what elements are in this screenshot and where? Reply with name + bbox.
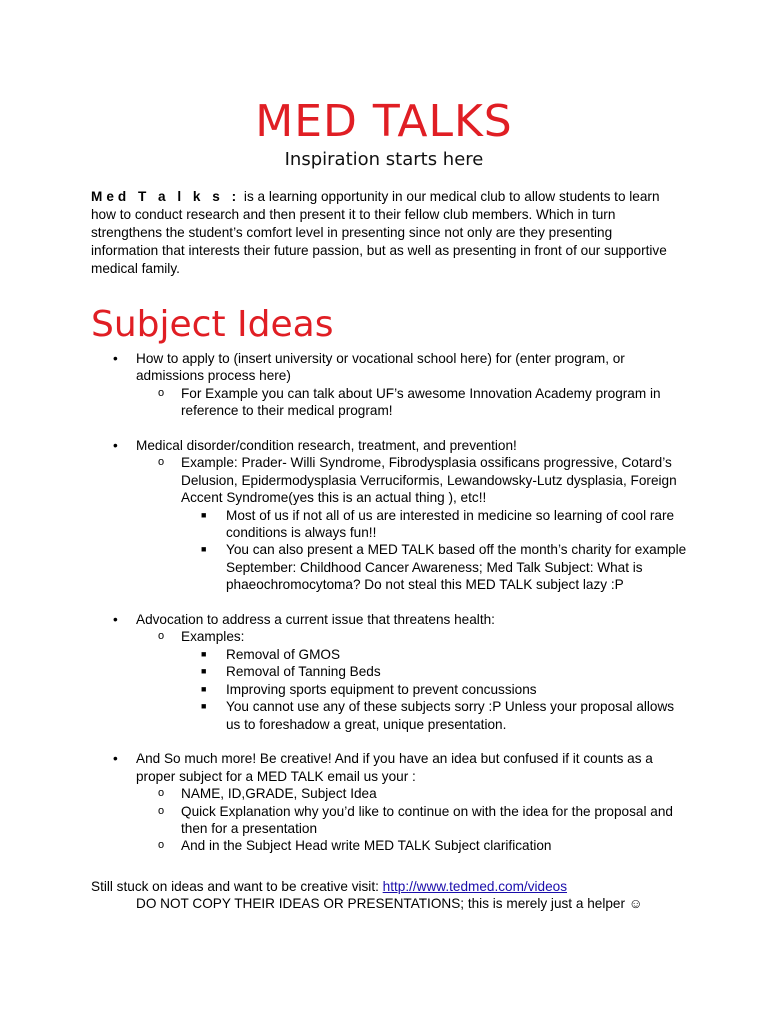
list-item bbox=[91, 611, 691, 733]
sub-sub-list-item-text: Removal of GMOS bbox=[226, 646, 341, 662]
list-item bbox=[91, 750, 691, 854]
list-item bbox=[91, 437, 691, 594]
sub-sub-list-item-text: You can also present a MED TALK based off the month’s charity for example September: Childhood Cancer Awareness; Med Talk Subject: What is phaeochromocytoma? Do not steal this MED TALK subject lazy :P bbox=[226, 542, 687, 593]
intro-paragraph bbox=[91, 188, 681, 278]
bullet-square-icon: ■ bbox=[201, 683, 207, 694]
bullet-circle-icon: o bbox=[158, 787, 165, 800]
sub-sub-list-item bbox=[181, 663, 691, 680]
sub-list-item bbox=[136, 628, 691, 732]
section-title: Subject Ideas bbox=[91, 304, 334, 345]
subject-ideas-list bbox=[91, 350, 691, 855]
sub-list-item bbox=[136, 454, 691, 593]
list-item-text: How to apply to (insert university or vocational school here) for (enter program, or admissions process here) bbox=[136, 351, 625, 384]
footer-line bbox=[91, 878, 691, 895]
bullet-circle-icon: o bbox=[158, 456, 165, 469]
bullet-disc-icon: • bbox=[113, 751, 118, 767]
document-title: MED TALKS bbox=[255, 96, 513, 147]
intro-label: Med T a l k s : bbox=[91, 189, 241, 204]
bullet-square-icon: ■ bbox=[201, 544, 207, 555]
footer bbox=[91, 878, 691, 913]
sub-sub-list-item-text: Improving sports equipment to prevent concussions bbox=[226, 681, 537, 697]
list-item bbox=[91, 350, 691, 420]
sub-sub-list-item bbox=[181, 681, 691, 698]
sub-list-item-text: For Example you can talk about UF’s awesome Innovation Academy program in reference to their medical program! bbox=[181, 385, 661, 419]
bullet-disc-icon: • bbox=[113, 351, 118, 366]
footer-note: DO NOT COPY THEIR IDEAS OR PRESENTATIONS; this is merely just a helper ☺ bbox=[136, 896, 643, 912]
sub-sub-list-item-text: You cannot use any of these subjects sorry :P Unless your proposal allows us to foreshadow a great, unique presentation. bbox=[226, 699, 675, 732]
bullet-circle-icon: o bbox=[158, 630, 165, 643]
bullet-circle-icon: o bbox=[158, 804, 165, 817]
sub-sub-list-item bbox=[181, 541, 691, 593]
sub-list-item bbox=[136, 385, 691, 420]
bullet-disc-icon: • bbox=[113, 612, 118, 628]
bullet-square-icon: ■ bbox=[201, 701, 207, 712]
sub-sub-list-item-text: Most of us if not all of us are interested in medicine so learning of cool rare conditions is always fun!! bbox=[226, 507, 675, 541]
sub-list-item-text: Quick Explanation why you’d like to continue on with the idea for the proposal and then for a presentation bbox=[181, 803, 673, 836]
sub-list-item bbox=[136, 803, 691, 838]
bullet-square-icon: ■ bbox=[201, 648, 207, 659]
sub-list-item bbox=[136, 785, 691, 802]
tedmed-link[interactable]: http://www.tedmed.com/videos bbox=[382, 879, 568, 894]
sub-list-item-text: NAME, ID,GRADE, Subject Idea bbox=[181, 786, 377, 802]
bullet-circle-icon: o bbox=[158, 386, 165, 399]
sub-sub-list-item bbox=[181, 698, 691, 733]
list-spacer bbox=[91, 420, 691, 437]
list-spacer bbox=[91, 733, 691, 750]
intro-text: is a learning opportunity in our medical club to allow students to learn how to conduct research and then present it to their fellow club members. Which in turn strengthens the student’s comfort level in presenting since not only are they presenting information that interests their future passion, but as well as presenting in front of our supportive medical family. bbox=[91, 189, 667, 276]
list-item-text: And So much more! Be creative! And if you have an idea but confused if it counts as a proper subject for a MED TALK email us your : bbox=[136, 751, 653, 784]
sub-sub-list-item bbox=[181, 646, 691, 663]
bullet-square-icon: ■ bbox=[201, 666, 207, 677]
bullet-disc-icon: • bbox=[113, 438, 118, 454]
list-item-text: Advocation to address a current issue that threatens health: bbox=[136, 612, 495, 628]
bullet-circle-icon: o bbox=[158, 839, 165, 852]
document-subtitle: Inspiration starts here bbox=[284, 149, 484, 170]
sub-sub-list-item-text: Removal of Tanning Beds bbox=[226, 664, 381, 680]
sub-list-item bbox=[136, 837, 691, 854]
bullet-square-icon: ■ bbox=[201, 509, 207, 520]
sub-sub-list-item bbox=[181, 507, 691, 542]
list-spacer bbox=[91, 594, 691, 611]
sub-list-item-text: And in the Subject Head write MED TALK Subject clarification bbox=[181, 838, 552, 854]
list-item-text: Medical disorder/condition research, treatment, and prevention! bbox=[136, 438, 517, 454]
sub-list-item-text: Example: Prader- Willi Syndrome, Fibrodysplasia ossificans progressive, Cotard’s Delusion, Epidermodysplasia Verruciformis, Lewandowsky-Lutz dysplasia, Foreign Accent Syndrome(yes this is an actual thing ), etc!! bbox=[181, 455, 677, 506]
sub-list-item-text: Examples: bbox=[181, 629, 245, 645]
footer-prefix: Still stuck on ideas and want to be creative visit: bbox=[91, 879, 383, 894]
